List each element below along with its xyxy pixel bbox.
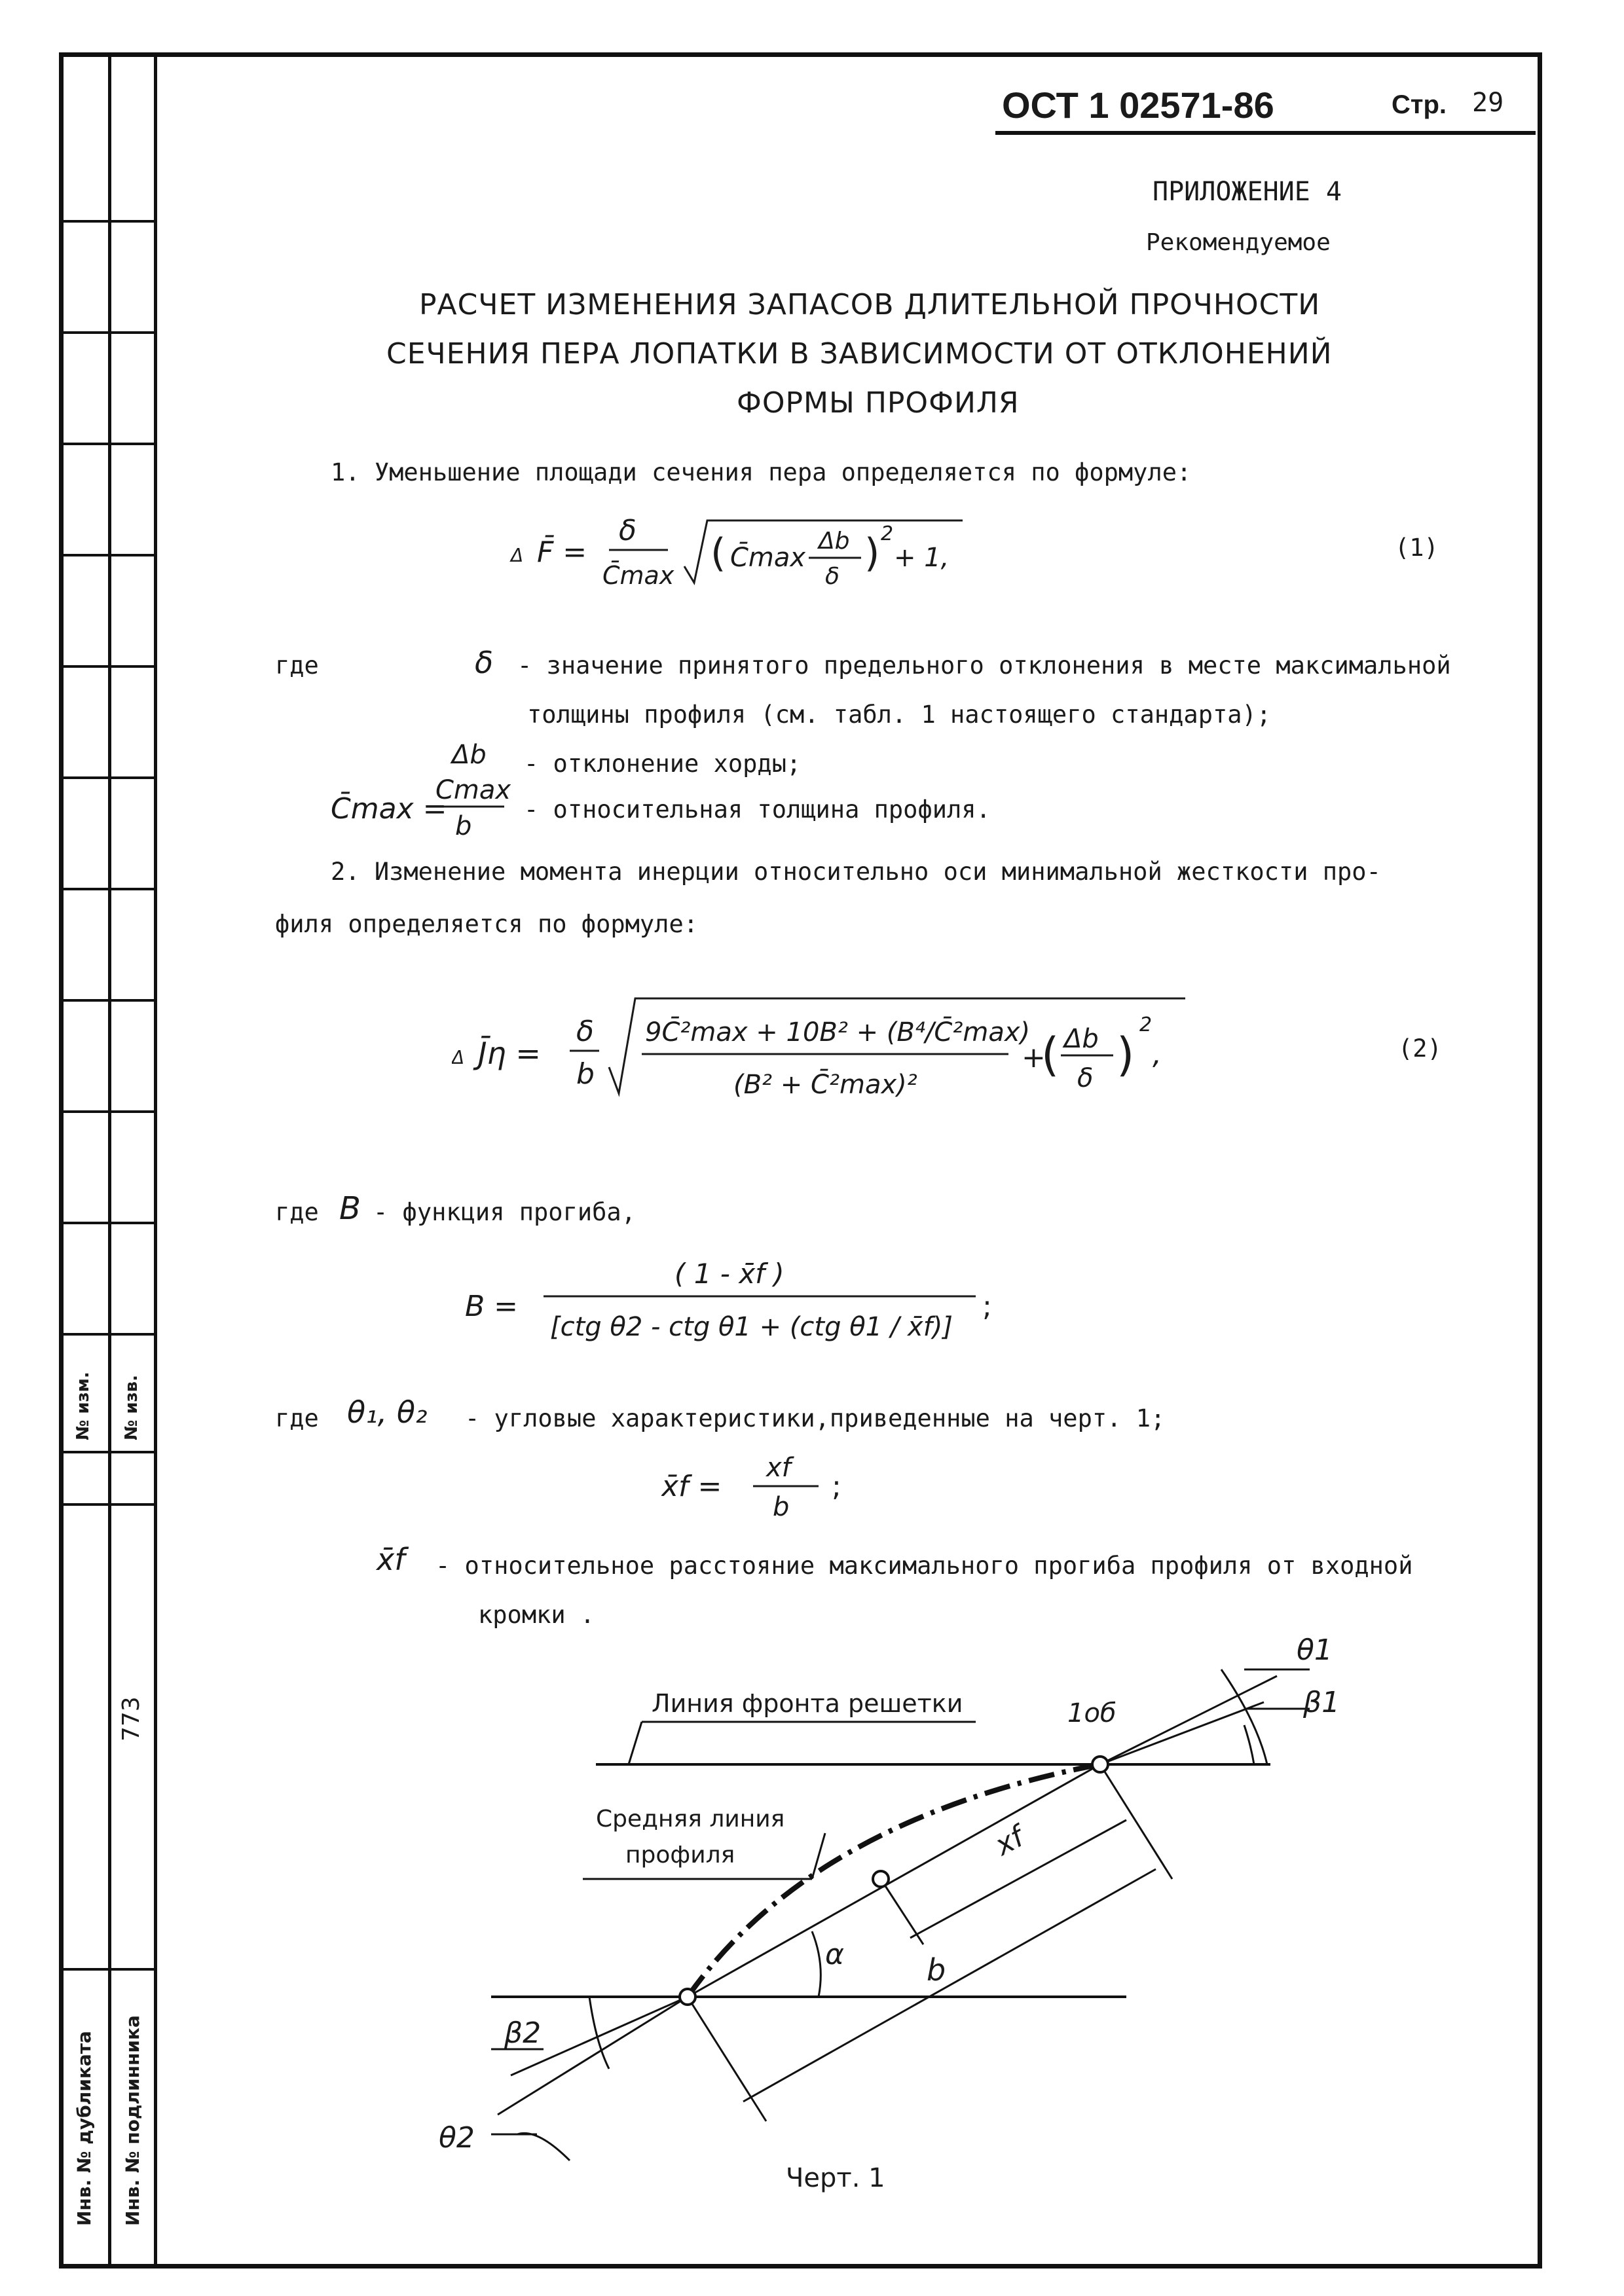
svg-text:b: b	[576, 1057, 595, 1091]
svg-text:,: ,	[1153, 1038, 1162, 1071]
delta-desc-1: - значение принятого предельного отклонения в месте максимальной	[517, 651, 1451, 680]
svg-text:(: (	[1041, 1028, 1060, 1082]
b-desc: - функция прогиба,	[373, 1198, 636, 1226]
sidebar-izm: № изм.	[73, 1372, 93, 1440]
b-symbol: B	[339, 1190, 361, 1227]
point-label: 1об	[1067, 1698, 1116, 1728]
beta2-label: β2	[504, 2016, 542, 2050]
svg-text:2: 2	[881, 522, 894, 545]
cmax-desc: - относительная толщина профиля.	[524, 795, 991, 824]
svg-text:C̄max: C̄max	[602, 561, 674, 590]
eq2-number: (2)	[1398, 1034, 1442, 1063]
svg-text:+: +	[1022, 1041, 1046, 1074]
svg-text:): )	[864, 530, 880, 576]
appendix-subtitle: Рекомендуемое	[1146, 229, 1331, 256]
formula-1	[504, 504, 1002, 596]
theta-symbols: θ₁, θ₂	[347, 1394, 428, 1430]
chord-line	[688, 1764, 1100, 1997]
sidebar-number: 773	[118, 1696, 145, 1741]
front-line-label: Линия фронта решетки	[652, 1689, 963, 1718]
delta-symbol: δ	[475, 645, 494, 680]
section2-text-2: филя определяется по формуле:	[275, 910, 699, 938]
svg-text:δ: δ	[576, 1015, 594, 1048]
appendix-title: ПРИЛОЖЕНИЕ 4	[1153, 177, 1342, 207]
theta-desc: - угловые характеристики,приведенные на черт. 1;	[465, 1404, 1166, 1432]
figure-1	[393, 1624, 1375, 2200]
leading-point	[1092, 1757, 1108, 1772]
svg-text:Δb: Δb	[819, 528, 850, 555]
svg-text:b: b	[773, 1492, 790, 1522]
alpha-label: α	[825, 1938, 845, 1971]
delta-desc-2: толщины профиля (см. табл. 1 настоящего стандарта);	[527, 701, 1272, 729]
svg-text:( 1 - x̄f ): ( 1 - x̄f )	[674, 1258, 784, 1290]
cmax-def	[331, 766, 521, 845]
svg-text:δ: δ	[825, 563, 840, 590]
xf-label: xf	[989, 1820, 1029, 1863]
header-rule	[995, 131, 1536, 135]
svg-text:C̄max =: C̄max =	[331, 792, 447, 826]
beta1-label: β1	[1303, 1686, 1340, 1719]
svg-text:J̄η =: J̄η =	[478, 1036, 541, 1071]
page-label: Стр.	[1392, 90, 1447, 119]
svg-text:Δ: Δ	[511, 545, 524, 566]
theta2-label: θ2	[439, 2121, 475, 2155]
eq1-number: (1)	[1395, 534, 1439, 562]
mid-line-label-2: профиля	[625, 1842, 735, 1868]
svg-text:δ: δ	[1077, 1063, 1094, 1093]
xf-desc-1: - относительное расстояние максимального прогиба профиля от входной	[435, 1552, 1413, 1580]
heading-line-2: СЕЧЕНИЯ ПЕРА ЛОПАТКИ В ЗАВИСИМОСТИ ОТ ОТКЛОНЕНИЙ	[386, 337, 1333, 371]
doc-id: ОСТ 1 02571-86	[1002, 84, 1274, 126]
where-theta: где	[275, 1404, 319, 1432]
xf-desc-2: кромки .	[478, 1601, 595, 1629]
svg-text:;: ;	[982, 1290, 992, 1323]
svg-text:(B² + C̄²max)²: (B² + C̄²max)²	[733, 1070, 917, 1100]
heading-line-3: ФОРМЫ ПРОФИЛЯ	[737, 386, 1020, 420]
where-1: где	[275, 651, 319, 680]
svg-text:;: ;	[832, 1470, 841, 1503]
db-desc: - отклонение хорды;	[524, 750, 802, 778]
where-b: где	[275, 1198, 319, 1226]
mid-line-label-1: Средняя линия	[596, 1806, 785, 1832]
sidebar-izv: № изв.	[122, 1375, 141, 1440]
svg-text:x̄f =: x̄f =	[661, 1470, 722, 1503]
formula-xf	[661, 1447, 877, 1525]
svg-text:Δb: Δb	[1064, 1024, 1099, 1054]
svg-text:9C̄²max + 10B² + (B⁴/C̄²max): 9C̄²max + 10B² + (B⁴/C̄²max)	[645, 1017, 1031, 1048]
svg-text:+ 1,: + 1,	[894, 543, 950, 573]
sidebar-inv-dub: Инв. № дубликата	[73, 2031, 95, 2226]
b-label: b	[927, 1952, 946, 1988]
svg-text:C̄max: C̄max	[730, 543, 806, 573]
theta1-label: θ1	[1297, 1633, 1333, 1667]
section2-text-1: 2. Изменение момента инерции относительно оси минимальной жесткости про-	[331, 858, 1381, 886]
db-symbol: Δb	[452, 740, 487, 770]
sidebar-inv-podl: Инв. № подлинника	[122, 2015, 143, 2226]
formula-2	[452, 989, 1205, 1120]
figure-caption: Черт. 1	[786, 2163, 885, 2193]
svg-text:δ: δ	[619, 514, 637, 547]
xf-symbol: x̄f	[377, 1542, 405, 1577]
max-camber-point	[873, 1871, 889, 1887]
svg-text:Δ: Δ	[452, 1047, 465, 1068]
svg-text:Cmax: Cmax	[435, 775, 511, 805]
svg-text:F̄ =: F̄ =	[537, 536, 587, 569]
svg-text:): )	[1116, 1028, 1135, 1082]
svg-text:(: (	[710, 530, 726, 576]
svg-text:xf: xf	[766, 1453, 791, 1483]
section1-text: 1. Уменьшение площади сечения пера определяется по формуле:	[331, 458, 1192, 486]
svg-text:2: 2	[1139, 1013, 1153, 1036]
page-number: 29	[1472, 88, 1504, 118]
svg-text:B =: B =	[465, 1290, 519, 1323]
trailing-point	[680, 1989, 695, 2005]
heading-line-1: РАСЧЕТ ИЗМЕНЕНИЯ ЗАПАСОВ ДЛИТЕЛЬНОЙ ПРОЧНОСТИ	[419, 288, 1321, 321]
svg-text:b: b	[455, 811, 472, 841]
formula-b	[458, 1244, 995, 1355]
svg-text:[ctg θ2 - ctg θ1 + (ctg θ1 / x: [ctg θ2 - ctg θ1 + (ctg θ1 / x̄f)]	[550, 1312, 953, 1342]
